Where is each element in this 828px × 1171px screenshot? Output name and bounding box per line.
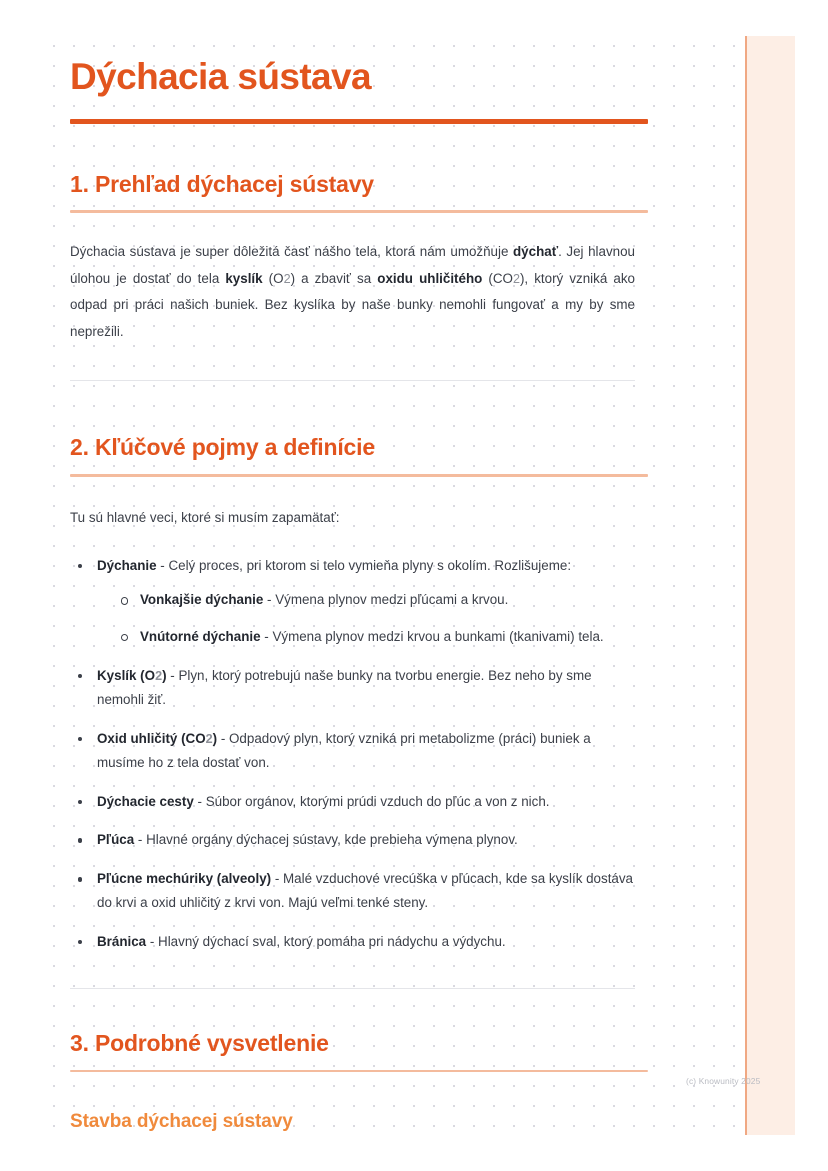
term-definition: Hlavné orgány dýchacej sústavy, kde prebieha výmena plynov.: [146, 832, 518, 848]
page-margin-top: [0, 0, 828, 30]
para-text: (CO: [482, 270, 513, 286]
subscript-two: 2: [155, 669, 163, 684]
list-item: [70, 727, 635, 775]
term-dash: -: [134, 832, 147, 848]
para-text: ) a zbaviť sa: [290, 270, 378, 286]
term-definition: Celý proces, pri ktorom si telo vymieňa plyny s okolím. Rozlišujeme:: [168, 557, 572, 573]
term-label: Pľúcne mechúriky (alveoly): [97, 871, 272, 887]
decorative-side-strip: [745, 36, 795, 1135]
copyright-watermark: (c) Knowunity 2025: [686, 1076, 761, 1086]
term-definition: Hlavný dýchací sval, ktorý pomáha pri nádychu a výdychu.: [158, 933, 506, 949]
page-margin-left: [0, 0, 38, 1171]
breathing-subtypes-list: [113, 588, 635, 649]
page-title: Dýchacia sústava: [70, 56, 371, 97]
section-2-lead-in: Tu sú hlavné veci, ktoré si musím zapamätať:: [70, 509, 340, 525]
list-item: [70, 790, 635, 814]
list-item: [70, 930, 635, 954]
list-item: [70, 828, 635, 852]
nested-list-wrapper: [97, 588, 635, 649]
subscript-two: 2: [512, 271, 520, 286]
para-text: Dýchacia sústava je super dôležitá časť nášho tela, ktorá nám umožňuje: [70, 243, 513, 259]
term-definition: Súbor orgánov, ktorými prúdi vzduch do pľúc a von z nich.: [205, 793, 550, 809]
subscript-two: 2: [283, 271, 291, 286]
term-dash: -: [217, 730, 230, 746]
section-heading-2: 2. Kľúčové pojmy a definície: [70, 434, 375, 461]
term-dash: -: [156, 557, 169, 573]
term-label: Vonkajšie dýchanie: [140, 592, 264, 608]
section-heading-2-underline: [70, 474, 648, 477]
para-text: (O: [262, 270, 284, 286]
list-item: [70, 554, 635, 650]
term-label: Vnútorné dýchanie: [140, 629, 261, 645]
section-1-paragraph: [70, 239, 635, 346]
term-label: ): [212, 730, 218, 746]
term-label: Oxid uhličitý (CO: [97, 730, 206, 746]
term-dash: -: [193, 793, 206, 809]
key-terms-list: [70, 554, 635, 954]
term-label: Dýchanie: [97, 557, 157, 573]
subsection-heading-stavba: Stavba dýchacej sústavy: [70, 1111, 293, 1133]
section-heading-1: 1. Prehľad dýchacej sústavy: [70, 170, 374, 197]
term-dash: -: [166, 668, 179, 684]
list-item: [113, 588, 635, 612]
term-definition: Malé vzduchové vrecúška v pľúcach, kde sa kyslík dostáva do krvi a oxid uhličitý z krvi von. Majú veľmi tenké steny.: [97, 871, 634, 911]
term-dash: -: [260, 629, 273, 645]
para-text: ), ktorý vzniká ako odpad pri práci našich buniek. Bez kyslíka by naše bunky nemohli fungovať a my by sme neprežili.: [70, 270, 635, 340]
term-definition: Výmena plynov medzi pľúcami a krvou.: [275, 592, 509, 608]
term-label: ): [162, 668, 167, 684]
title-underline: [70, 119, 648, 124]
section-heading-1-underline: [70, 210, 648, 213]
list-item: [70, 867, 635, 915]
term-label: Dýchacie cesty: [97, 793, 194, 809]
term-label: Bránica: [97, 933, 147, 949]
page-margin-bottom: [0, 1135, 828, 1171]
term-dash: -: [146, 933, 159, 949]
term-label: Pľúca: [97, 832, 135, 848]
term-dash: -: [271, 871, 284, 887]
subscript-two: 2: [205, 731, 213, 746]
section-heading-3: 3. Podrobné vysvetlenie: [70, 1030, 329, 1057]
term-dash: -: [263, 592, 276, 608]
term-definition: Odpadový plyn, ktorý vzniká pri metabolizme (práci) buniek a musíme ho z tela dostať von.: [97, 730, 591, 770]
list-item: [113, 625, 635, 649]
page-margin-right: [795, 0, 828, 1171]
section-heading-3-underline: [70, 1070, 648, 1073]
term-oxid-uhlicity: oxidu uhličitého: [377, 270, 483, 286]
list-item: [70, 664, 635, 712]
term-dychat: dýchať: [513, 243, 559, 259]
term-label: Kyslík (O: [97, 668, 156, 684]
term-kyslik: kyslík: [225, 270, 263, 286]
term-definition: Výmena plynov medzi krvou a bunkami (tkanivami) tela.: [272, 629, 604, 645]
term-definition: Plyn, ktorý potrebujú naše bunky na tvorbu energie. Bez neho by sme nemohli žiť.: [97, 668, 592, 707]
section-divider: [70, 380, 635, 381]
section-divider: [70, 988, 635, 989]
document-content: [70, 56, 635, 1135]
para-text: . Jej hlavnou úlohou je dostať do tela: [70, 243, 635, 286]
